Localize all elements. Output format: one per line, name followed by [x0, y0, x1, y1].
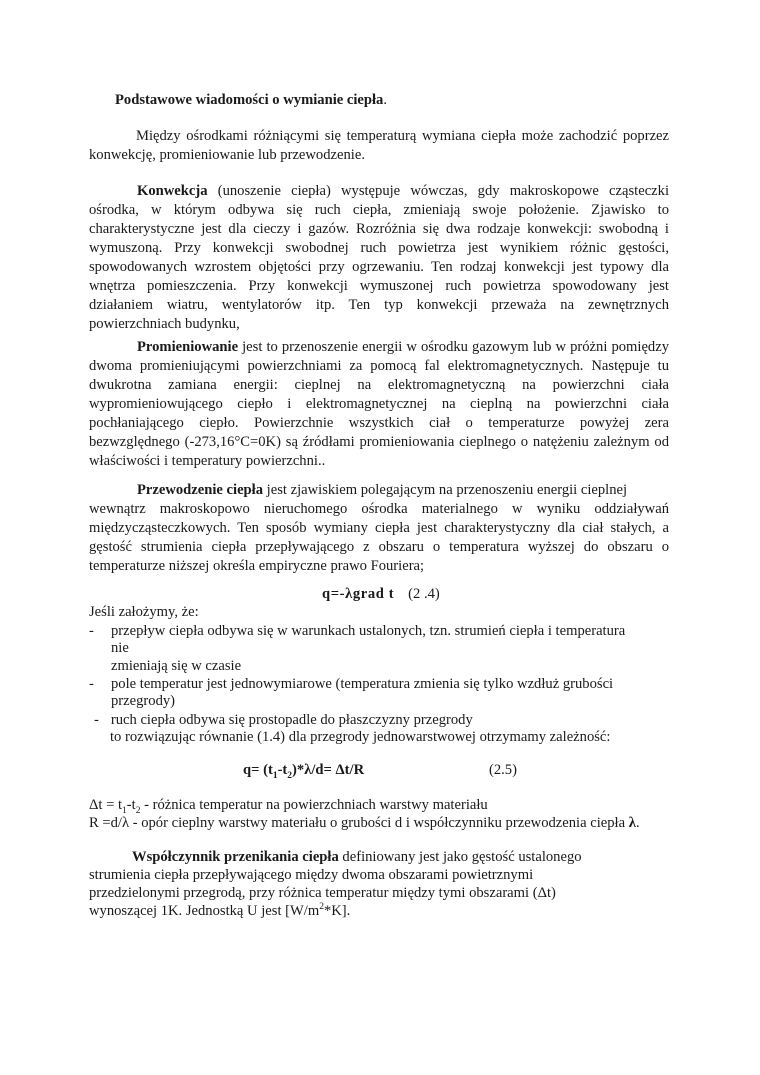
list-item-continuation: zmieniają się w czasie — [111, 658, 242, 674]
solving-line: to rozwiązując równanie (1.4) dla przegrody jednowarstwowej otrzymamy zależność: — [110, 729, 611, 745]
list-item: - ruch ciepła odbywa się prostopadle do płaszczyzny przegrody — [94, 712, 473, 728]
convection-paragraph: Konwekcja (unoszenie ciepła) występuje wówczas, gdy makroskopowe cząsteczki ośrodka, w którym odbywa się ruch ciepła, zmieniają swoje położenie. Zjawisko to charakterystyczne jest dla cieczy i gazów. Rozróżnia się dwa rodzaje konwekcji: swobodną i wymuszoną. Przy konwekcji swobodnej ruch powietrza jest wynikiem różnic gęstości, spowodowanych wzrostem objętości przy ogrzewaniu. Ten rodzaj konwekcji jest typowy dla wnętrza pomieszczenia. Przy konwekcji wymuszonej ruch powietrza spowodowany jest działaniem wiatru, wentylatorów itp. Ten typ konwekcji przeważa na zewnętrznych powierzchniach budynku, — [89, 183, 669, 332]
intro-paragraph: Między ośrodkami różniącymi się temperaturą wymiana ciepła może zachodzić poprzez konwekcję, promieniowanie lub przewodzenie. — [89, 128, 669, 163]
list-item-continuation: przegrody) — [111, 693, 176, 709]
definition-resistance: R =d/λ - opór cieplny warstwy materiału o grubości d i współczynniku przewodzenia ciepła λ. — [89, 815, 640, 831]
transmission-first-line: Współczynnik przenikania ciepła definiowany jest jako gęstość ustalonego — [132, 849, 582, 865]
radiation-paragraph: Promieniowanie jest to przenoszenie energii w ośrodku gazowym lub w próżni pomiędzy dwoma promieniującymi powierzchniami za pomocą fal elektromagnetycznych. Następuje tu dwukrotna zamiana energii: cieplnej na elektromagnetyczną na powierzchni ciała wypromieniowującego ciepło i elektromagnetycznej na cieplną na powierzchni ciała pochłaniającego ciepło. Powierzchnie wszystkich ciał o temperaturze powyżej zera bezwzględnego (-273,16°C=0K) są źródłami promieniowania cieplnego o natężeniu zależnym od właściwości i temperatury powierzchni.. — [89, 339, 669, 469]
list-item-continuation: nie — [111, 640, 129, 656]
formula-heat-flux: $q= (t_1-t_2)*\lambda/d= \Delta t/R$ — [243, 762, 365, 781]
convection-term: Konwekcja — [137, 183, 208, 199]
transmission-term: Współczynnik przenikania ciepła — [132, 849, 339, 865]
conduction-term: Przewodzenie ciepła — [137, 482, 264, 498]
radiation-term: Promieniowanie — [137, 339, 239, 355]
assumption-intro: Jeśli założymy, że: — [89, 604, 199, 620]
definition-delta-t: $\Delta t = t_1-t_2$ - różnica temperatur na powierzchniach warstwy materiału — [89, 797, 488, 816]
formula-fourier: q=-λgrad t (2 .4) — [322, 586, 440, 602]
transmission-line: wynoszącej 1K. Jednostką U jest $[W/m^2*K]$. — [89, 902, 351, 919]
conduction-first-line: Przewodzenie ciepła jest zjawiskiem polegającym na przenoszeniu energii cieplnej — [137, 482, 628, 498]
formula-heat-flux-number: (2.5) — [489, 762, 517, 778]
transmission-line: strumienia ciepła przepływającego między dwoma obszarami powietrznymi — [89, 867, 534, 883]
document-page: Podstawowe wiadomości o wymianie ciepła. Między ośrodkami różniącymi się temperaturą wymiana ciepła może zachodzić poprzez konwekcję, promieniowanie lub przewodzenie. Konwekcja (unoszenie ciepła) występuje wówczas, gdy makroskopowe cząsteczki ośrodka, w którym odbywa się ruch ciepła, zmieniają swoje położenie. Zjawisko to charakterystyczne jest dla cieczy i gazów. Rozróżnia się dwa rodzaje konwekcji: swobodną i wymuszoną. Przy konwekcji swobodnej ruch powietrza jest wynikiem różnic gęstości, spowodowanych wzrostem objętości przy ogrzewaniu. Ten rodzaj konwekcji jest typowy dla wnętrza pomieszczenia. Przy konwekcji wymuszonej ruch powietrza spowodowany jest działaniem wiatru, wentylatorów itp. Ten typ konwekcji przeważa na zewnętrznych powierzchniach budynku, Promieniowanie jest to przenoszenie energii w ośrodku gazowym lub w próżni pomiędzy dwoma promieniującymi powierzchniami za pomocą fal elektromagnetycznych. Następuje tu dwukrotna zamiana energii: cieplnej na elektromagnetyczną na powierzchni ciała wypromieniowującego ciepło i elektromagnetycznej na cieplną na powierzchni ciała pochłaniającego ciepło. Powierzchnie wszystkich ciał o temperaturze powyżej zera bezwzględnego (-273,16°C=0K) są źródłami promieniowania cieplnego o natężeniu zależnym od właściwości i temperatury powierzchni.. Przewodzenie ciepła jest zjawiskiem polegającym na przenoszeniu energii cieplnej wewnątrz makroskopowo nieruchomego ośrodka materialnego w wyniku oddziaływań międzycząsteczkowych. Ten sposób wymiany ciepła jest charakterystyczny dla ciał stałych, a gęstość strumienia ciepła przepływającego z obszaru o temperatura wyższej do obszaru o temperaturze niższej określa empiryczne prawo Fouriera; q=-λgrad t (2 .4) Jeśli założymy, że: - przepływ ciepła odbywa się w warunkach ustalonych, tzn. strumień ciepła i temperatura nie zmieniają się w czasie - pole temperatur jest jednowymiarowe (temperatura zmienia się tylko wzdłuż grubości przegrody) - ruch ciepła odbywa się prostopadle do płaszczyzny przegrody to rozwiązując równanie (1.4) dla przegrody jednowarstwowej otrzymamy zależność: $q= (t_1-t_2)*\lambda/d= \Delta t/R$ (2.5) $\Delta t = t_1-t_2$ - różnica temperatur na powierzchniach warstwy materiału R =d/λ - opór cieplny warstwy materiału o grubości d i współczynniku przewodzenia ciepła λ. Współczynnik przenikania ciepła definiowany jest jako gęstość ustalonego strumienia ciepła przepływającego między dwoma obszarami powietrznymi przedzielonymi przegrodą, przy różnica temperatur między tymi obszarami (Δt) wynoszącej 1K. Jednostką U jest $[W/m^2*K]$. — [89, 92, 669, 919]
page-title: Podstawowe wiadomości o wymianie ciepła. — [115, 92, 388, 108]
transmission-line: przedzielonymi przegrodą, przy różnica temperatur między tymi obszarami (Δt) — [89, 885, 556, 901]
conduction-paragraph: wewnątrz makroskopowo nieruchomego ośrodka materialnego w wyniku oddziaływań międzycząsteczkowych. Ten sposób wymiany ciepła jest charakterystyczny dla ciał stałych, a gęstość strumienia ciepła przepływającego z obszaru o temperatura wyższej do obszaru o temperaturze niższej określa empiryczne prawo Fouriera; — [89, 501, 669, 574]
